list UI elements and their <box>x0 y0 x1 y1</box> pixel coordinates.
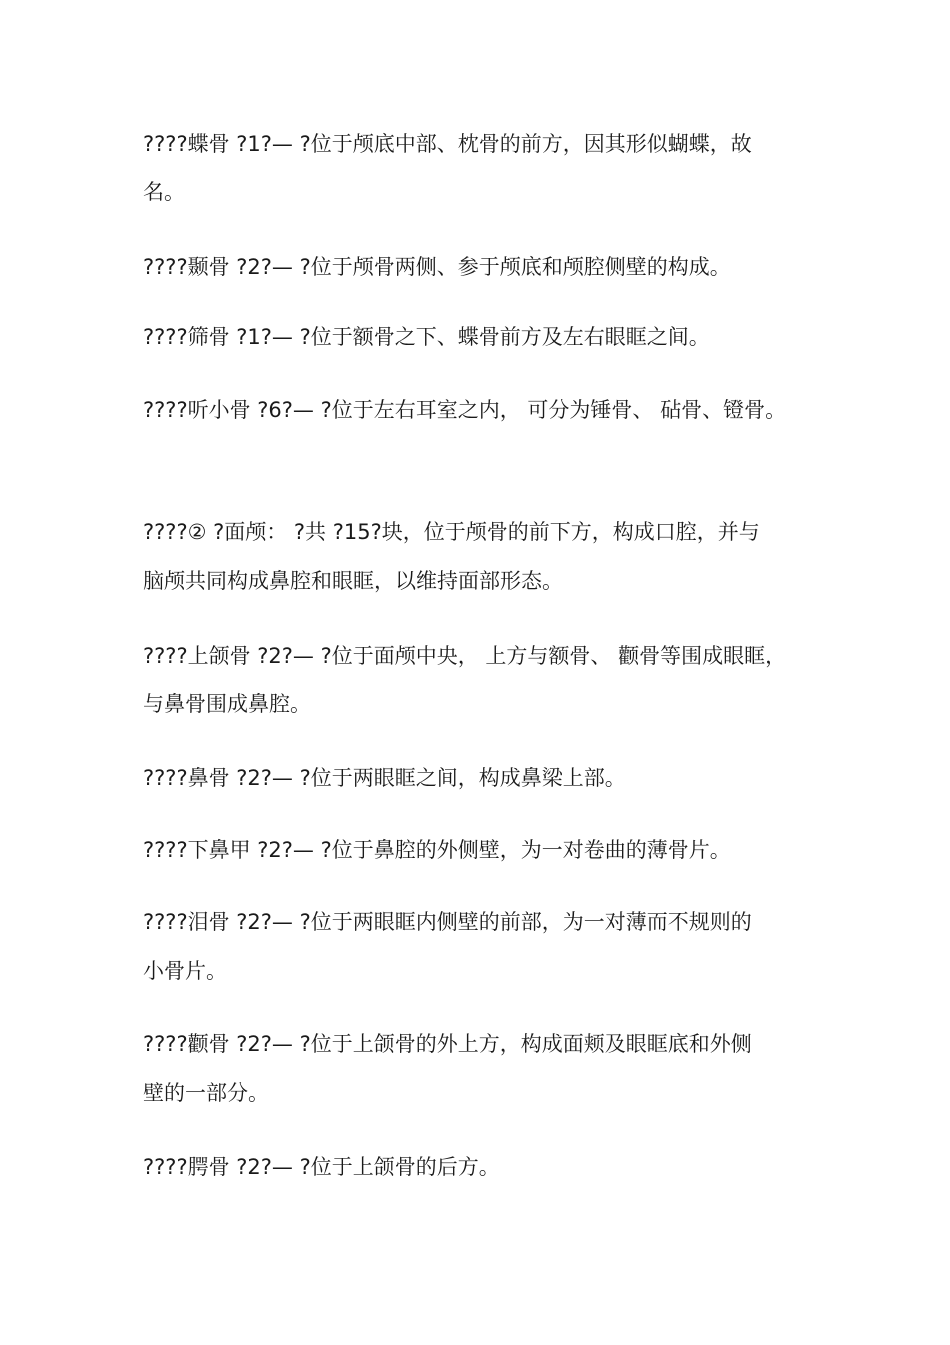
text-line: 壁的一部分。 <box>143 1081 269 1105</box>
text-line: 小骨片。 <box>143 959 227 983</box>
text-line: 脑颅共同构成鼻腔和眼眶，以维持面部形态。 <box>143 569 563 593</box>
text-line: ????鼻骨 ?2?— ?位于两眼眶之间，构成鼻梁上部。 <box>143 766 626 790</box>
text-line: ????下鼻甲 ?2?— ?位于鼻腔的外侧壁，为一对卷曲的薄骨片。 <box>143 838 731 862</box>
text-line: ????上颌骨 ?2?— ?位于面颅中央， 上方与额骨、 颧骨等围成眼眶， <box>143 644 787 668</box>
text-line: ????蝶骨 ?1?— ?位于颅底中部、枕骨的前方，因其形似蝴蝶，故 <box>143 132 752 156</box>
text-line: 与鼻骨围成鼻腔。 <box>143 692 311 716</box>
text-line: ????颧骨 ?2?— ?位于上颌骨的外上方，构成面颊及眼眶底和外侧 <box>143 1032 752 1056</box>
text-line: ????腭骨 ?2?— ?位于上颌骨的后方。 <box>143 1155 500 1179</box>
text-line: ????筛骨 ?1?— ?位于额骨之下、蝶骨前方及左右眼眶之间。 <box>143 325 710 349</box>
text-line: 名。 <box>143 180 185 204</box>
text-line: ????② ?面颅： ?共 ?15?块，位于颅骨的前下方，构成口腔，并与 <box>143 520 760 544</box>
text-line: ????听小骨 ?6?— ?位于左右耳室之内， 可分为锤骨、 砧骨、镫骨。 <box>143 398 787 422</box>
text-line: ????颞骨 ?2?— ?位于颅骨两侧、参于颅底和颅腔侧壁的构成。 <box>143 255 731 279</box>
text-line: ????泪骨 ?2?— ?位于两眼眶内侧壁的前部，为一对薄而不规则的 <box>143 910 752 934</box>
